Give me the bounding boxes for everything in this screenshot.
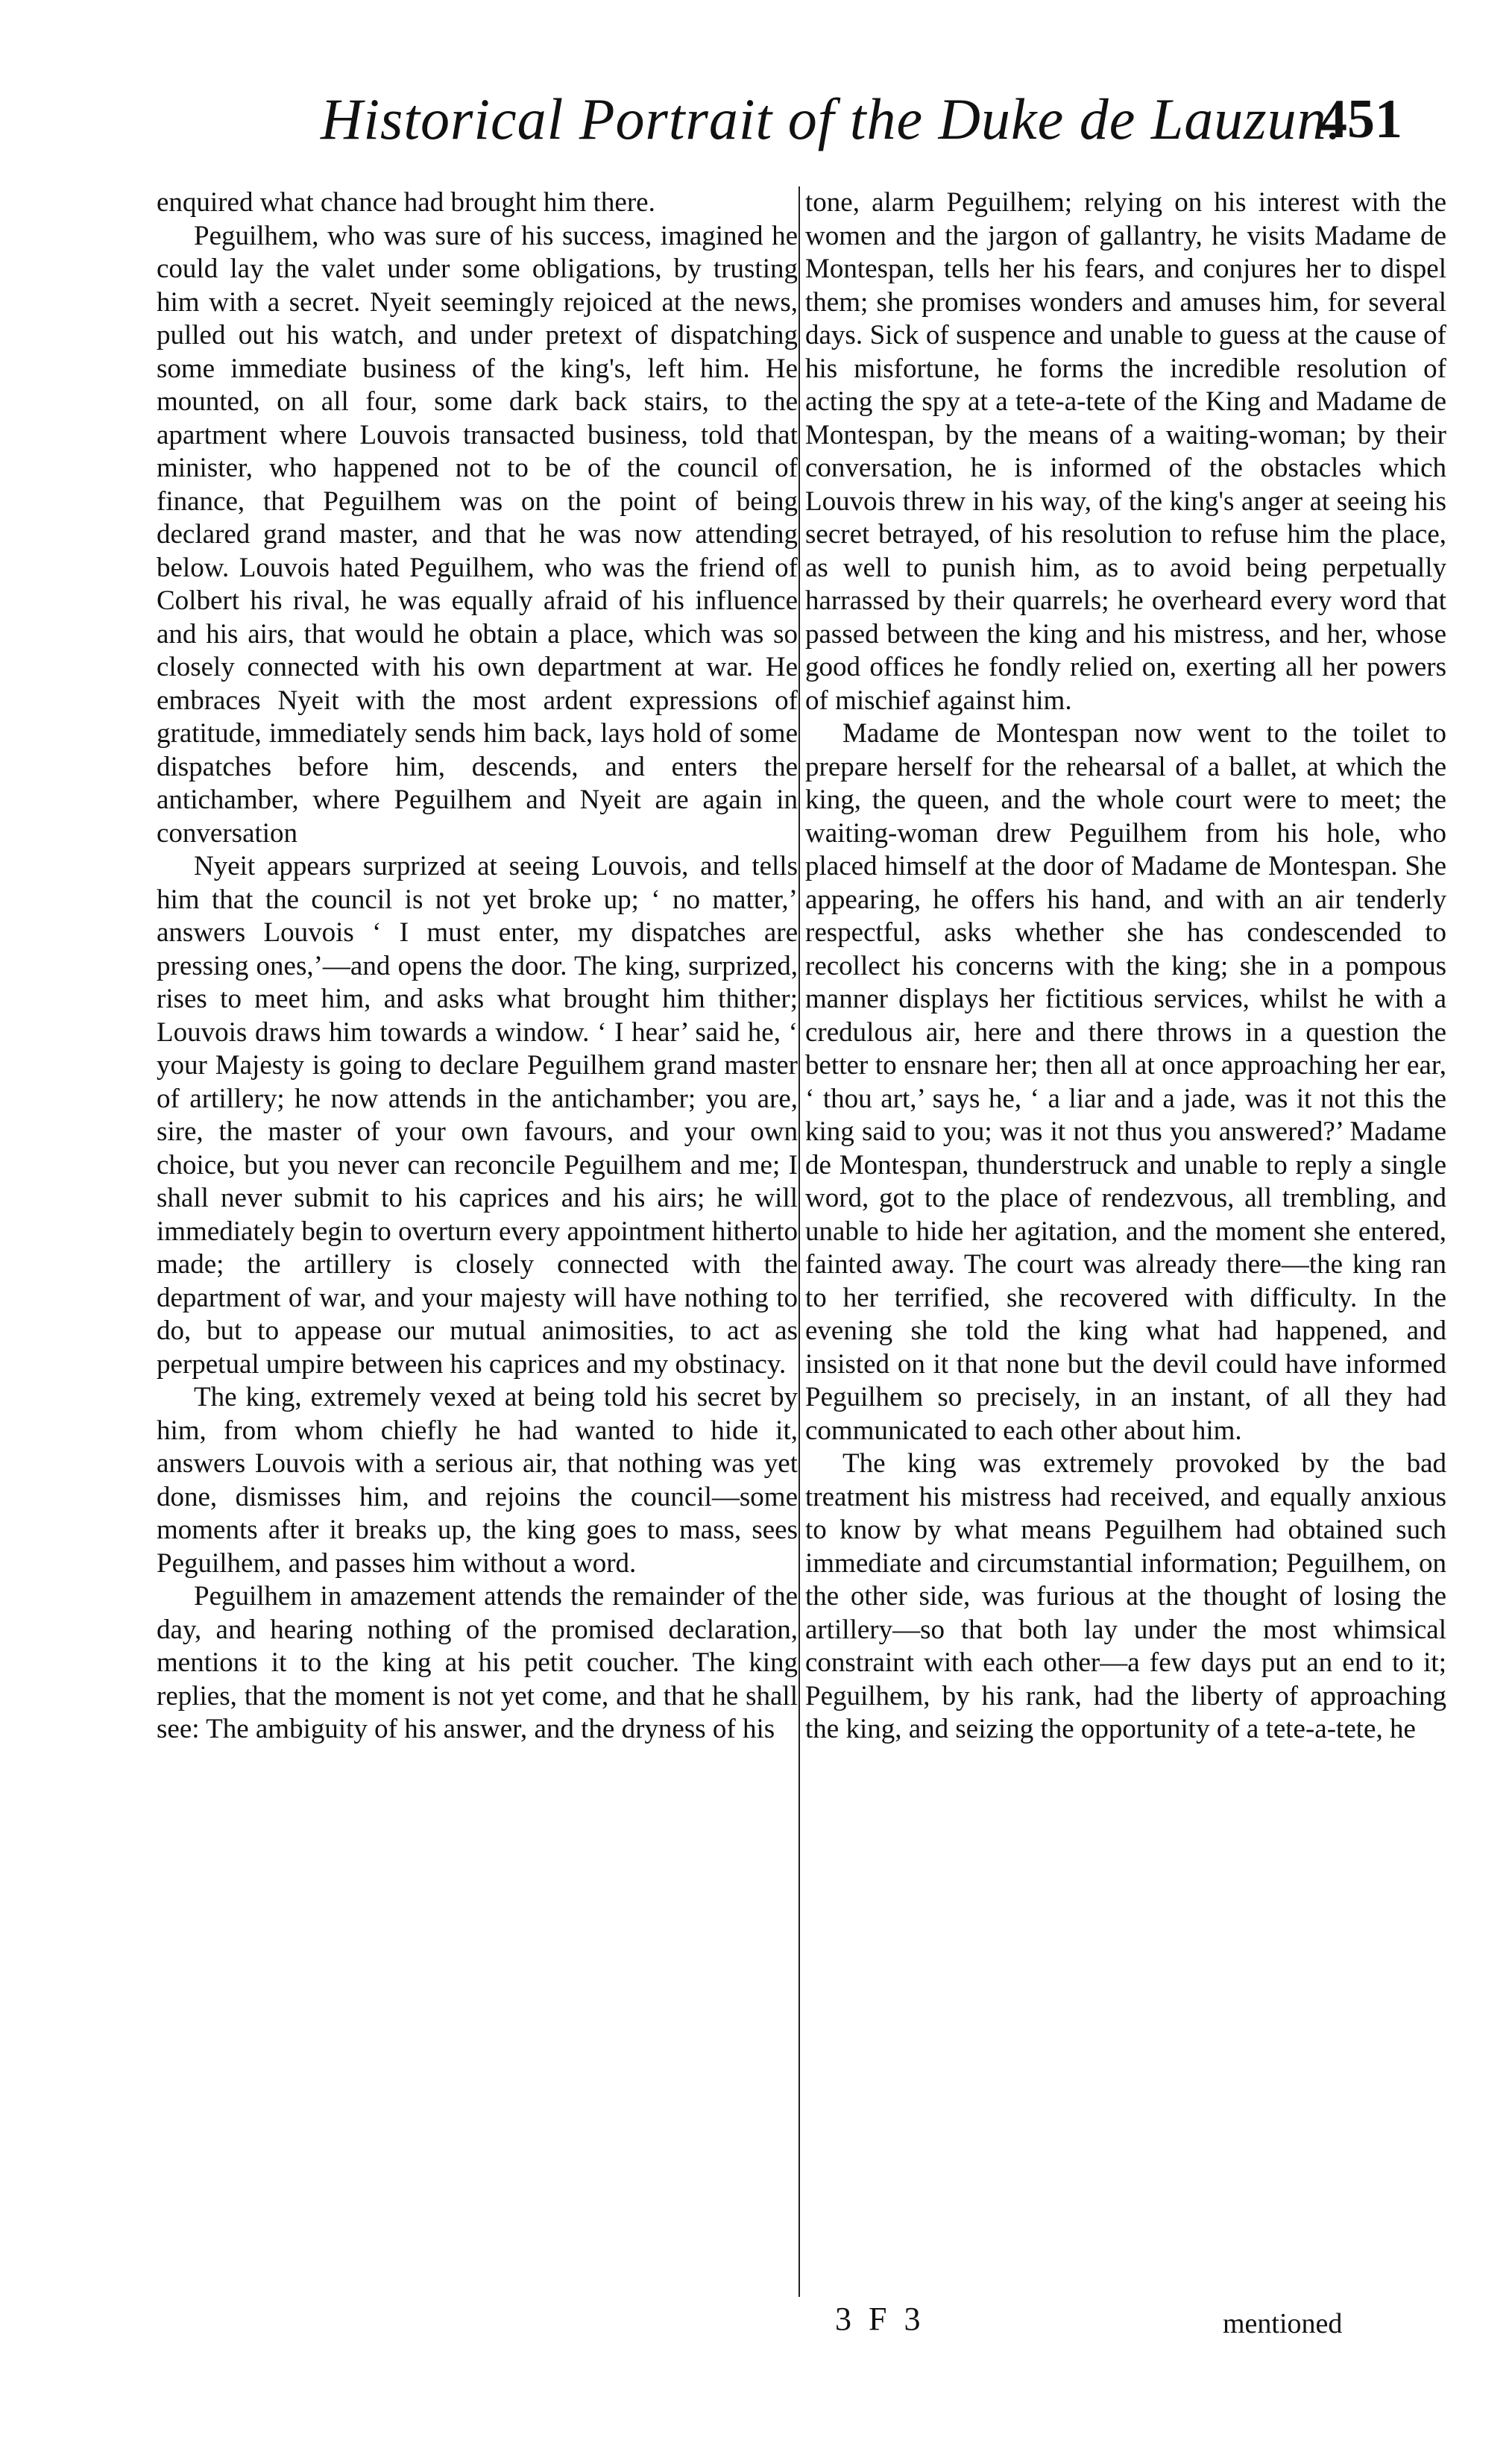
right-column (805, 186, 1446, 1747)
paragraph: Peguilhem in amazement attends the remainder of the day, and hearing nothing of the promised declaration, mentions it to the king at his petit coucher. The king replies, that the moment is not yet come, and that he shall see: The ambiguity of his answer, and the dryness of his (157, 1581, 798, 1744)
paragraph: The king, extremely vexed at being told his secret by him, from whom chiefly he had wanted to hide it, answers Louvois with a serious air, that nothing was yet done, dismisses him, and rejoins the council—some moments after it breaks up, the king goes to mass, sees Peguilhem, and passes him without a word. (157, 1382, 798, 1579)
paragraph: Peguilhem, who was sure of his success, imagined he could lay the valet under some obligations, by trusting him with a secret. Nyeit seemingly rejoiced at the news, pulled out his watch, and under pretext of dispatching some immediate business of the king's, left him. He mounted, on all four, some dark back stairs, to the apartment where Louvois transacted business, told that minister, who happened not to be of the council of finance, that Peguilhem was on the point of being declared grand master, and that he was now attending below. Louvois hated Peguilhem, who was the friend of Colbert his rival, he was equally afraid of his influence and his airs, that would he obtain a place, which was so closely connected with his own department at war. He embraces Nyeit with the most ardent expressions of gratitude, immediately sends him back, lays hold of some dispatches before him, descends, and enters the antichamber, where Peguilhem and Nyeit are again in conversation (157, 220, 798, 849)
running-title: Historical Portrait of the Duke de Lauzun. (321, 87, 1343, 151)
signature-mark: 3 F 3 (835, 2301, 925, 2337)
paragraph: Madame de Montespan now went to the toilet to prepare herself for the rehearsal of a ballet, at which the king, the queen, and the whole court were to meet; the waiting-woman drew Peguilhem from his hole, who placed himself at the door of Madame de Montespan. She appearing, he offers his hand, and with an air tenderly respectful, asks whether she has condescended to recollect his concerns with the king; she in a pompous manner displays her fictitious services, whilst he with a credulous air, here and there throws in a question the better to ensnare her; then all at once approaching her ear, ‘ thou art,’ says he, ‘ a liar and a jade, was it not this the king said to you; was it not thus you answered?’ Madame de Montespan, thunderstruck and unable to reply a single word, got to the place of rendezvous, all trembling, and unable to hide her agitation, and the moment she entered, fainted away. The court was already there—the king ran to her terrified, she recovered with difficulty. In the evening she told the king what had happened, and insisted on it that none but the devil could have informed Peguilhem so precisely, in an instant, of all they had communicated to each other about him. (805, 718, 1446, 1446)
paragraph: tone, alarm Peguilhem; relying on his interest with the women and the jargon of gallantry, he visits Madame de Montespan, tells her his fears, and conjures her to dispel them; she promises wonders and amuses him, for several days. Sick of suspence and unable to guess at the cause of his misfortune, he forms the incredible resolution of acting the spy at a tete-a-tete of the King and Madame de Montespan, by the means of a waiting-woman; by their conversation, he is informed of the obstacles which Louvois threw in his way, of the king's anger at seeing his secret betrayed, of his resolution to refuse him the place, as well to punish him, as to avoid being perpetually harrassed by their quarrels; he overheard every word that passed between the king and his mistress, and her, whose good offices he fondly relied on, exerting all her powers of mischief against him. (805, 187, 1446, 716)
page-number: 451 (1320, 89, 1402, 150)
paragraph: enquired what chance had brought him there. (157, 187, 655, 218)
paragraph: The king was extremely provoked by the bad treatment his mistress had received, and equally anxious to know by what means Peguilhem had obtained such immediate and circumstantial information; Peguilhem, on the other side, was furious at the thought of losing the artillery—so that both lay under the most whimsical constraint with each other—a few days put an end to it; Peguilhem, by his rank, had the liberty of approaching the king, and seizing the opportunity of a tete-a-tete, he (805, 1448, 1446, 1744)
page-header (0, 82, 1512, 172)
catchword: mentioned (1223, 2308, 1343, 2339)
paragraph: Nyeit appears surprized at seeing Louvois, and tells him that the council is not yet broke up; ‘ no matter,’ answers Louvois ‘ I must enter, my dispatches are pressing ones,’—and opens the door. The king, surprized, rises to meet him, and asks what brought him thither; Louvois draws him towards a window. ‘ I hear’ said he, ‘ your Majesty is going to declare Peguilhem grand master of artillery; he now attends in the antichamber; you are, sire, the master of your own favours, and your own choice, but you never can reconcile Peguilhem and me; I shall never submit to his caprices and his airs; he will immediately begin to overturn every appointment hitherto made; the artillery is closely connected with the department of war, and your majesty will have nothing to do, but to appease our mutual animosities, to act as perpetual umpire between his caprices and my obstinacy. (157, 851, 798, 1380)
left-column (157, 186, 798, 1747)
column-divider (798, 186, 800, 2297)
